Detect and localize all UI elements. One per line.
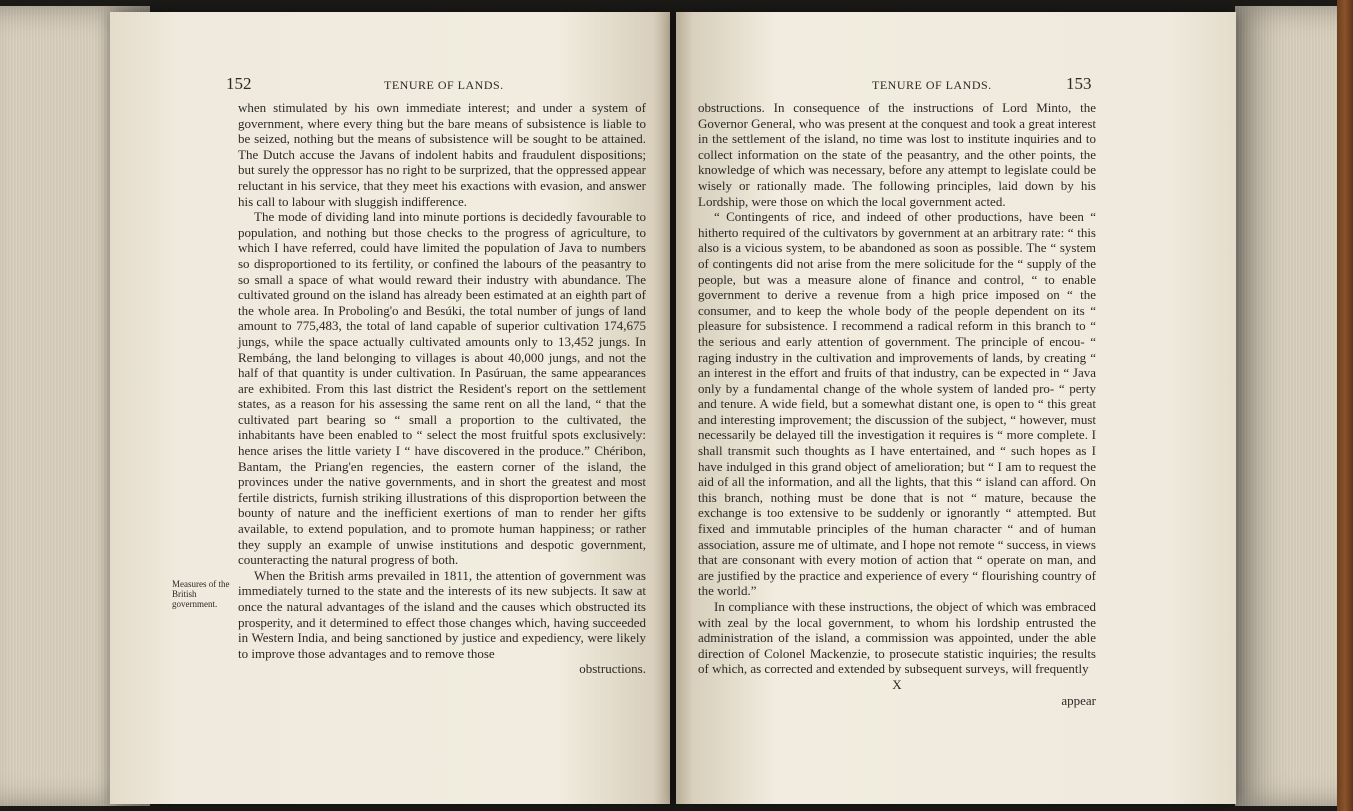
right-paragraph-2-quote: “ Contingents of rice, and indeed of other productions, have been “ hitherto required of the cultivators by government at an arbitrary rate: “ this also is a vicious system, to be abandoned as soon as possible. The “ system of contingents did not arise from the mere solicitude for the “ supply of the people, but was a measure alone of finance and control, “ to enable government to derive a revenue from a high price imposed on “ the consumer, and to keep the whole body of the people dependent on its “ pleasure for subsistence. I recommend a radical reform in this branch to “ the serious and early attention of government. The principle of encou- “ raging industry in the cultivation and improvements of lands, by creating “ an interest in the effort and fruits of that industry, can be expected in “ Java only by a fundamental change of the whole system of landed pro- “ perty and tenure. A wide field, but a somewhat distant one, is open to “ this great and interesting improvement; the discussion of the subject, “ however, must necessarily be delayed till the investigation it requires is “ more complete. I shall transmit such thoughts as I have entertained, and “ such hopes as I have indulged in this grand object of amelioration; but “ I am to request the aid of all the information, and all the lights, that this “ island can afford. On this branch, nothing must be done that is not “ mature, because the exchange is too extensive to be suddenly or ignorantly “ attempted. But fixed and immutable principles of the human character “ and of human association, assure me of ultimate, and I hope not remote “ success, in views that are consonant with every motion of action that “ operate on man, and are justified by the practice and experience of every “ flourishing country of the world.” xyxy=(698,209,1096,599)
right-catchword: appear xyxy=(1061,692,1096,708)
book-cover-edge xyxy=(1337,0,1353,811)
left-margin-note: Measures of the British government. xyxy=(172,579,230,609)
right-page-edges xyxy=(1235,6,1353,806)
left-page-number: 152 xyxy=(226,74,252,93)
right-paragraph-1: obstructions. In consequence of the instructions of Lord Minto, the Governor General, who was present at the conquest and took a great interest in the settlement of the island, no time was lost to institute inquiries and to collect information on the state of the peasantry, and the other points, the knowledge of which was necessary, before any attempt to legislate could be wisely or rationally made. The following principles, laid down by his Lordship, were those on which the local government acted. xyxy=(698,100,1096,209)
right-page-number: 153 xyxy=(1066,74,1092,93)
left-catchword: obstructions. xyxy=(579,661,646,677)
right-running-head: TENURE OF LANDS. xyxy=(872,78,992,92)
signature-mark: X xyxy=(892,676,902,692)
left-running-head: TENURE OF LANDS. xyxy=(384,78,504,92)
left-page-body xyxy=(238,100,646,677)
left-paragraph-1: when stimulated by his own immediate interest; and under a system of government, where every thing but the bare means of subsistence is liable to be seized, nothing but the means of subsistence will be sought to be attained. The Dutch accuse the Javans of indolent habits and fraudulent dispositions; but surely the oppressor has no right to be surprized, that the oppressed appear reluctant in his service, that they meet his exactions with evasion, and answer his call to labour with sluggish indifference. xyxy=(238,100,646,209)
right-page-body xyxy=(698,100,1096,708)
right-paragraph-3: In compliance with these instructions, the object of which was embraced with zeal by the local government, to whom his lordship entrusted the administration of the island, a commission was appointed, under the able direction of Colonel Mackenzie, to prosecute statistic inquiries; the results of which, as corrected and extended by subsequent surveys, will frequently xyxy=(698,599,1096,677)
left-paragraph-2: The mode of dividing land into minute portions is decidedly favourable to population, and nothing but those checks to the progress of agriculture, to which I have referred, could have limited the population of Java to numbers so disproportioned to its fertility, or confined the labours of the peasantry to so small a space of what would reward their industry with abundance. The cultivated ground on the island has already been estimated at an eighth part of the whole area. In Proboling'o and Besúki, the total number of jungs of land amount to 775,483, the total of land capable of superior cultivation 174,675 jungs, while the space actually cultivated amounts only to 13,452 jungs. In Rembáng, the land belonging to villages is about 40,000 jungs, and not the half of that quantity is under cultivation. In Pasúruan, the same appearances are exhibited. From this last district the Resident's report on the settlement states, as a reason for his assessing the same rent on all the land, “ that the cultivated part bearing so “ small a proportion to the cultivated, the inhabitants have been enabled to “ select the most fruitful spots exclusively: hence arises the little variety I “ have discovered in the produce.” Chéribon, Bantam, the Priang'en regencies, the eastern corner of the island, the provinces under the native governments, and in short the greatest and most fertile districts, furnish striking illustrations of this disproportion between the bounty of nature and the inefficient exertions of man to render her gifts available, to extend population, and to promote human happiness; or rather they supply an example of unwise institutions and despotic government, counteracting the natural progress of both. xyxy=(238,209,646,568)
left-paragraph-3: When the British arms prevailed in 1811, the attention of government was immediately turned to the state and the interests of its new subjects. It saw at once the natural advantages of the island and the causes which obstructed its prosperity, and it determined to effect those changes which, having succeeded in Western India, and being sanctioned by justice and expediency, were likely to improve those advantages and to remove those xyxy=(238,567,646,661)
